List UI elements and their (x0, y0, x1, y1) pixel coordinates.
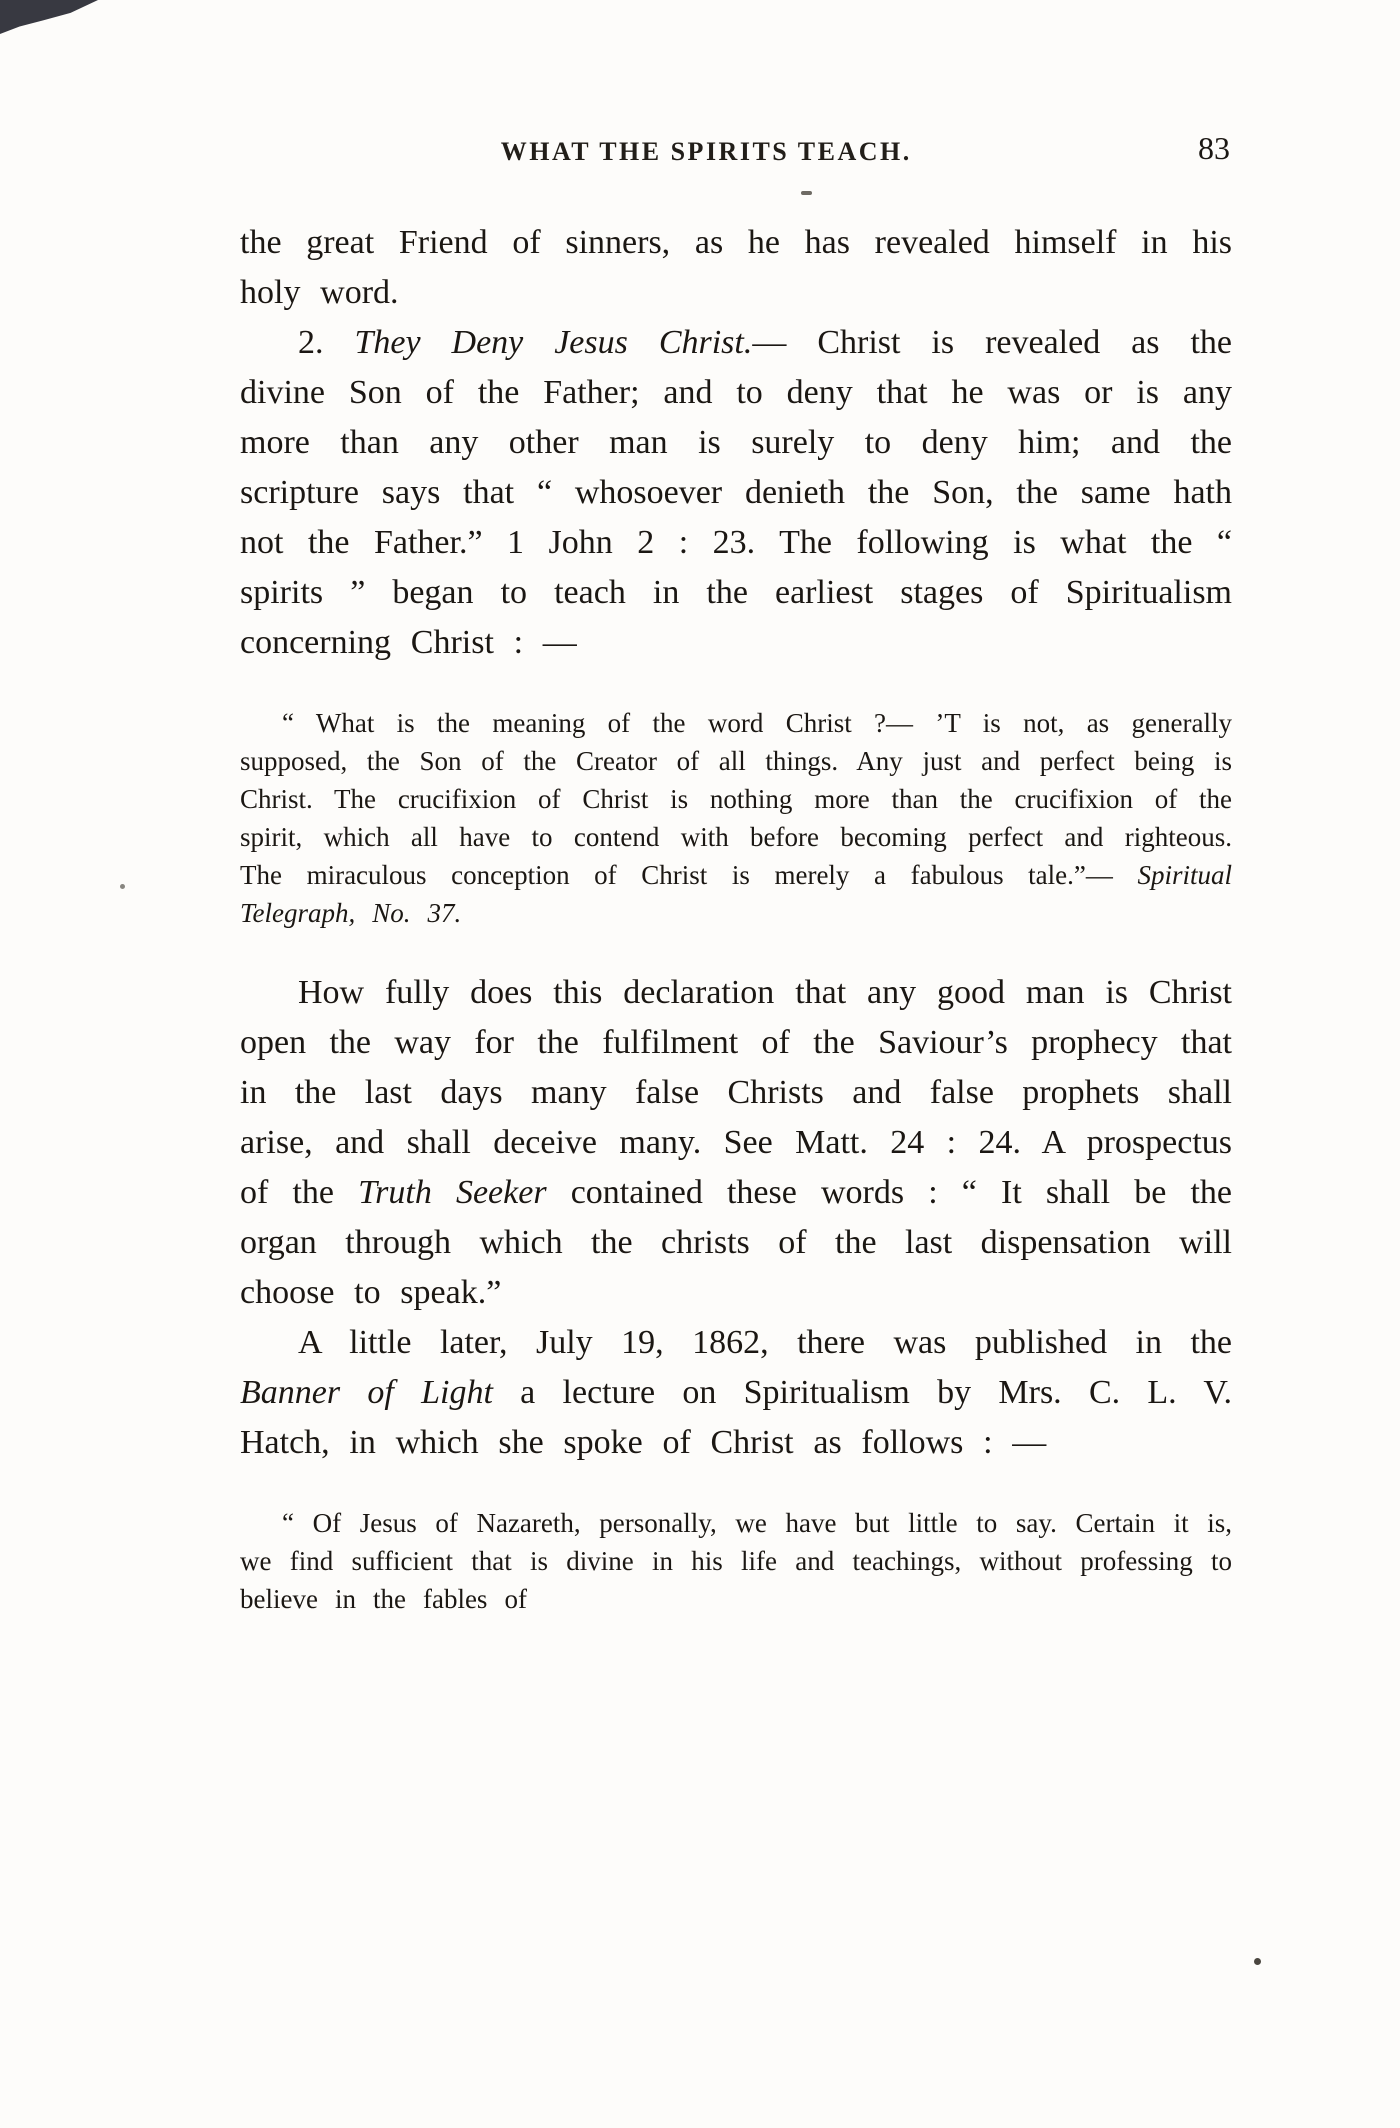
italic-text: Banner of Light (240, 1374, 493, 1411)
text-segment: a lecture on Spiritualism by Mrs. C. L. V. Hatch, in which she spoke of Christ as follows : — (240, 1374, 1233, 1461)
text-segment: How fully does this declaration that any good man is Christ open the way for the fulfilment of the Saviour’s prophecy that in the last days many false Christs and false prophets shall arise, and shall deceive many. See Matt. 24 : 24. A prospectus of the (240, 974, 1232, 1211)
scan-speck (1254, 1958, 1261, 1965)
text-segment: the great Friend of sinners, as he has revealed himself in his holy word. (240, 224, 1232, 311)
italic-text: They Deny Jesus Christ. (354, 324, 753, 361)
text-segment: A little later, July 19, 1862, there was published in the (298, 1324, 1232, 1361)
quoted-extract (240, 1504, 1232, 1618)
page-number: 83 (1198, 130, 1230, 166)
italic-text: Truth Seeker (358, 1174, 547, 1211)
running-title: WHAT THE SPIRITS TEACH. (500, 137, 912, 166)
paragraph (240, 218, 1232, 318)
running-header (240, 130, 1232, 178)
text-segment: “ Of Jesus of Nazareth, personally, we have but little to say. Certain it is, we find sufficient that is divine in his life and teachings, without professing to believe in the fables of (240, 1508, 1232, 1614)
scan-speck (120, 884, 125, 889)
text-segment: contained these words : “ It shall be the organ through which the christs of the last dispensation will choose to speak.” (240, 1174, 1232, 1311)
scan-artifact (0, 0, 98, 34)
text-column (240, 130, 1232, 1654)
paragraph (240, 1318, 1232, 1468)
body-text (240, 218, 1232, 1618)
text-segment: 2. (298, 324, 355, 361)
paragraph (240, 968, 1232, 1318)
text-segment: — Christ is revealed as the divine Son of the Father; and to deny that he was or is any more than any other man is surely to deny him; and the scripture says that “ whosoever denieth the Son, the same hath not the Father.” 1 John 2 : 23. The following is what the “ spirits ” began to teach in the earliest stages of Spiritualism concerning Christ : — (240, 324, 1232, 661)
text-segment: “ What is the meaning of the word Christ ?— ’T is not, as generally supposed, the Son of the Creator of all things. Any just and perfect being is Christ. The crucifixion of Christ is nothing more than the crucifixion of the spirit, which all have to contend with before becoming perfect and righteous. The miraculous conception of Christ is merely a fabulous tale.”— (240, 708, 1232, 890)
paragraph (240, 318, 1232, 668)
quoted-extract (240, 704, 1232, 932)
italic-text: Spiritual Telegraph, No. 37. (240, 860, 1232, 928)
